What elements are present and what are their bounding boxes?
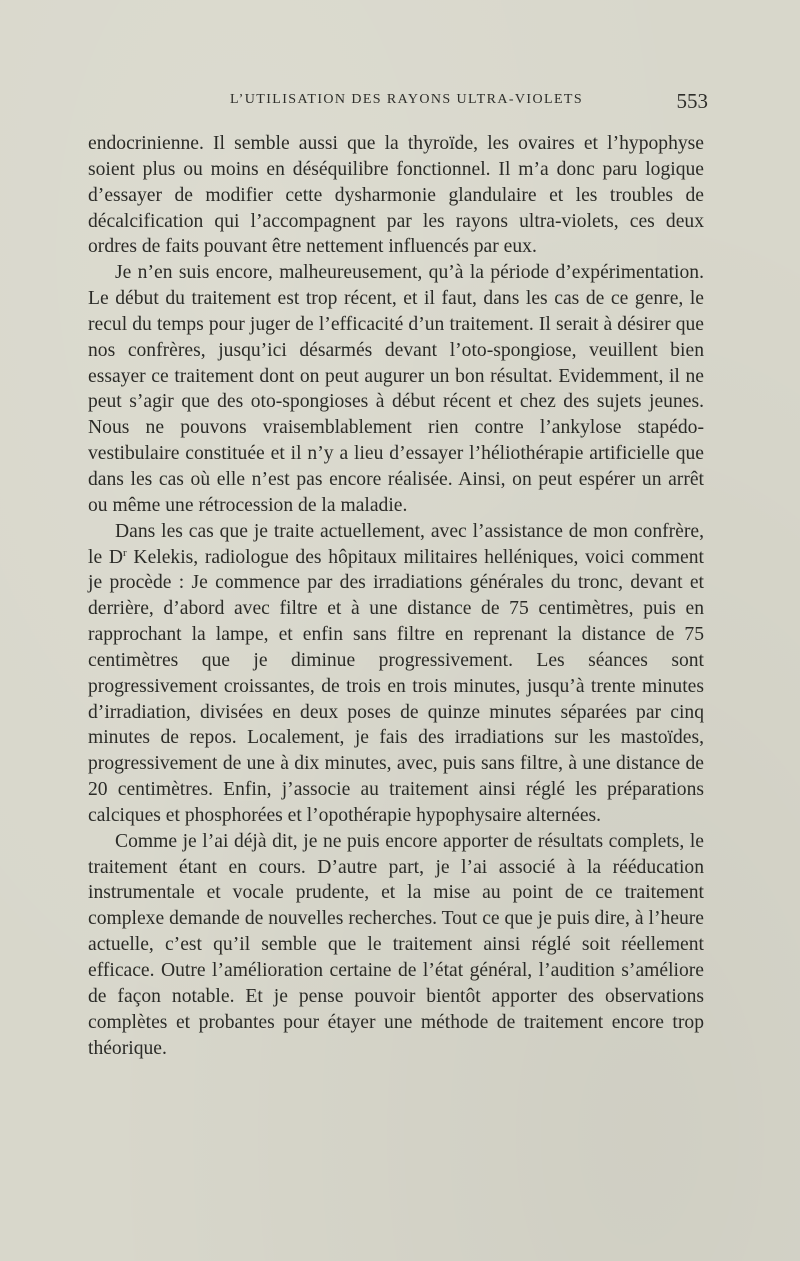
paragraph-3-rest: Kelekis, radiologue des hôpitaux militaires helléniques, voici comment je procède : Je commence par des irradiations générales du tronc, devant et derrière, d’abord avec filtre et à une distance de 75 centimètres, puis en rapprochant la lampe, et enfin sans filtre en reprenant la distance de 75 centimètres que je diminue progressivement. Les séances sont progressivement croissantes, de trois en trois minutes, jusqu’à trente minutes d’irradiation, divisées en deux poses de quinze minutes séparées par cinq minutes de repos. Localement, je fais des irradiations sur les mastoïdes, progressivement de une à dix minutes, avec, puis sans filtre, à une distance de 20 centimètres. Enfin, j’associe au traitement ainsi réglé les préparations calciques et phosphorées et l’opothérapie hypophysaire alternées. [88, 546, 704, 826]
page-header [90, 89, 708, 114]
paragraph-1: endocrinienne. Il semble aussi que la thyroïde, les ovaires et l’hypophyse soient plus ou moins en déséquilibre fonctionnel. Il m’a donc paru logique d’essayer de modifier cette dysharmonie glandulaire et les troubles de décalcification qui l’accompagnent par les rayons ultra-violets, ces deux ordres de faits pouvant être nettement influencés par eux. [88, 133, 704, 258]
paragraph-2: Je n’en suis encore, malheureusement, qu’à la période d’expérimentation. Le début du traitement est trop récent, et il faut, dans les cas de ce genre, le recul du temps pour juger de l’efficacité d’un traitement. Il serait à désirer que nos confrères, jusqu’ici désarmés devant l’oto-spongiose, veuillent bien essayer ce traitement dont on peut augurer un bon résultat. Evidemment, il ne peut s’agir que des oto-spongioses à début récent et chez des sujets jeunes. Nous ne pouvons vraisemblablement rien contre l’ankylose stapédo-vestibulaire constituée et il n’y a lieu d’essayer l’héliothérapie artificielle que dans les cas où elle n’est pas encore réalisée. Ainsi, on peut espérer un arrêt ou même une rétrocession de la maladie. [88, 262, 704, 516]
running-title: L’UTILISATION DES RAYONS ULTRA-VIOLETS [230, 92, 584, 107]
page-number: 553 [676, 89, 708, 113]
paragraph-4: Comme je l’ai déjà dit, je ne puis encore apporter de résultats complets, le traitement étant en cours. D’autre part, je l’ai associé à la rééducation instrumentale et vocale prudente, et la mise au point de ce traitement complexe demande de nouvelles recherches. Tout ce que je puis dire, à l’heure actuelle, c’est qu’il semble que le traitement ainsi réglé soit réellement efficace. Outre l’amélioration certaine de l’état général, l’audition s’améliore de façon notable. Et je pense pouvoir bientôt apporter des observations complètes et probantes pour étayer une méthode de traitement encore trop théorique. [88, 830, 704, 1059]
body-text [88, 131, 704, 1061]
paragraph-3-start: Dans les cas que je traite actuellement, avec l’assistance de mon confrère, le D [88, 520, 704, 568]
paragraph-3 [88, 519, 704, 829]
doctor-abbrev-superscript: r [123, 546, 127, 559]
